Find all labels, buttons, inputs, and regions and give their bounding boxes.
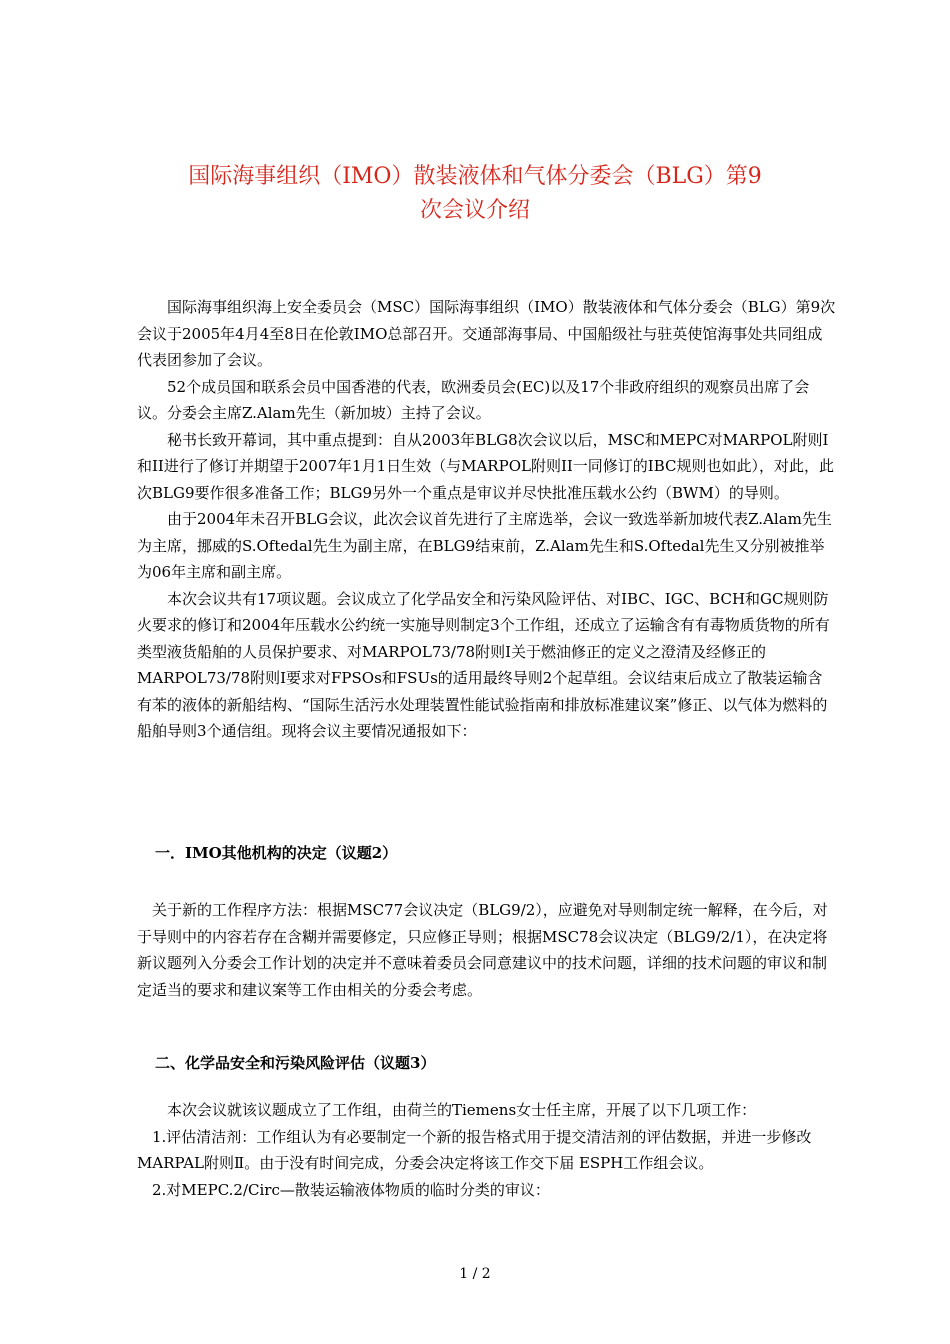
section-1-body: [137, 897, 837, 1003]
intro-paragraph: 本次会议共有17项议题。会议成立了化学品安全和污染风险评估、对IBC、IGC、BCH和GC规则防火要求的修订和2004年压载水公约统一实施导则制定3个工作组，还成立了运输含有有毒物质货物的所有类型液货船舶的人员保护要求、对MARPOL73/78附则I关于燃油修正的定义之澄清及经修正的MARPOL73/78附则I要求对FPSOs和FSUs的适用最终导则2个起草组。会议结束后成立了散装运输含有苯的液体的新船结构、“国际生活污水处理装置性能试验指南和排放标准建议案”修正、以气体为燃料的船舶导则3个通信组。现将会议主要情况通报如下：: [137, 589, 830, 740]
intro-paragraph: 国际海事组织海上安全委员会（MSC）国际海事组织（IMO）散装液体和气体分委会（BLG）第9次会议于2005年4月4至8日在伦敦IMO总部召开。交通部海事局、中国船级社与驻英使馆海事处共同组成代表团参加了会议。: [137, 298, 836, 369]
intro-paragraph: 秘书长致开幕词，其中重点提到：自从2003年BLG8次会议以后，MSC和MEPC对MARPOL附则I和II进行了修订并期望于2007年1月1日生效（与MARPOL附则II一同修订的IBC规则也如此），对此，此次BLG9要作很多准备工作；BLG9另外一个重点是审议并尽快批准压载水公约（BWM）的导则。: [137, 430, 835, 502]
document-title: [100, 160, 850, 228]
section-2-paragraph: 2.对MEPC.2/Circ—散装运输液体物质的临时分类的审议：: [152, 1180, 550, 1199]
section-1-paragraph: 关于新的工作程序方法：根据MSC77会议决定（BLG9/2），应避免对导则制定统一解释，在今后，对于导则中的内容若存在含糊并需要修定，只应修正导则；根据MSC78会议决定（BLG9/2/1），在决定将新议题列入分委会工作计划的决定并不意味着委员会同意建议中的技术问题，详细的技术问题的审议和制定适当的要求和建议案等工作由相关的分委会考虑。: [137, 901, 828, 999]
section-1-heading: 一．IMO其他机构的决定（议题2）: [155, 844, 398, 862]
intro-paragraph: 52个成员国和联系会员中国香港的代表，欧洲委员会(EC)以及17个非政府组织的观察员出席了会议。分委会主席Z.Alam先生（新加坡）主持了会议。: [137, 377, 810, 422]
section-2-paragraph: 1.评估清洁剂：工作组认为有必要制定一个新的报告格式用于提交清洁剂的评估数据，并进一步修改MARPAL附则Ⅱ。由于没有时间完成，分委会决定将该工作交下届 ESPH工作组会议。: [137, 1127, 812, 1172]
section-2-body: [137, 1097, 837, 1203]
intro-paragraph: 由于2004年未召开BLG会议，此次会议首先进行了主席选举，会议一致选举新加坡代表Z.Alam先生为主席，挪威的S.Oftedal先生为副主席，在BLG9结束前，Z.Alam先生和S.Oftedal先生又分别被推举为06年主席和副主席。: [137, 510, 832, 581]
section-2-heading: 二、化学品安全和污染风险评估（议题3）: [155, 1054, 436, 1072]
intro-section: [137, 294, 837, 745]
page-number: 1 / 2: [459, 1266, 491, 1282]
title-line-1: 国际海事组织（IMO）散装液体和气体分委会（BLG）第9: [188, 164, 762, 189]
title-line-2: 次会议介绍: [419, 198, 530, 223]
section-2-paragraph: 本次会议就该议题成立了工作组，由荷兰的Tiemens女士任主席，开展了以下几项工作：: [167, 1101, 757, 1119]
